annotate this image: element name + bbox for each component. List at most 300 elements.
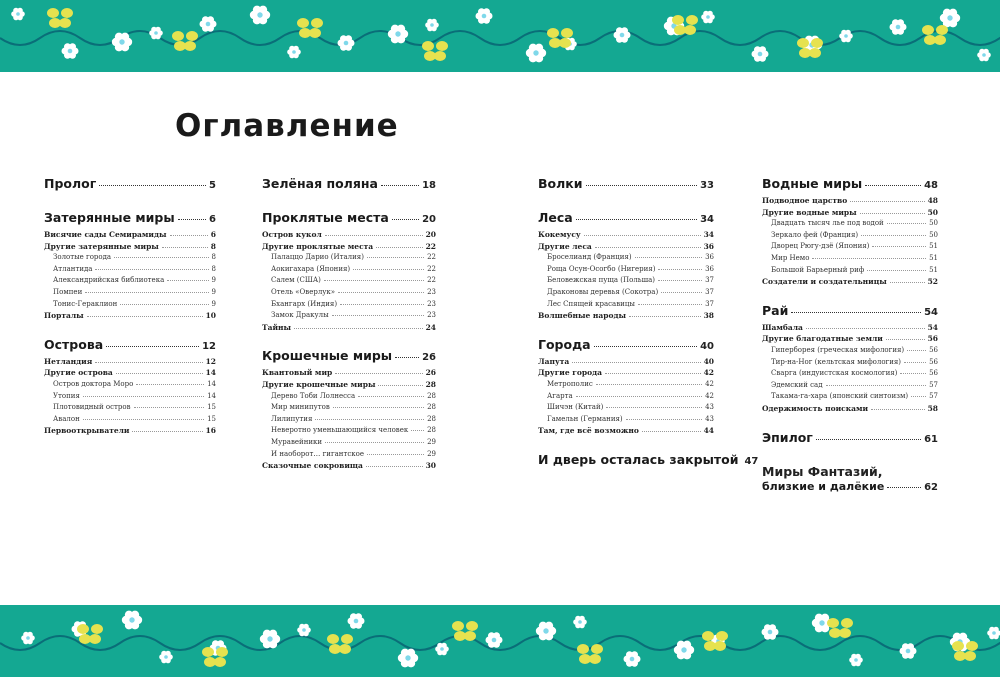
entry-page-number: 37	[705, 299, 714, 308]
entry-page-number: 23	[427, 311, 436, 320]
toc-entry	[762, 231, 938, 243]
section-page-number: 6	[209, 214, 216, 225]
toc-entry	[762, 369, 938, 381]
toc-entry	[44, 300, 216, 312]
section-page-number: 20	[422, 214, 436, 225]
toc-entry	[44, 265, 216, 277]
entry-title: Сварга (индуистская космология)	[771, 369, 898, 378]
dot-leader	[132, 431, 202, 432]
entry-page-number: 50	[929, 219, 938, 228]
toc-entry	[762, 404, 938, 416]
bottom-decorative-band	[0, 605, 1000, 677]
dot-leader	[586, 185, 698, 186]
dot-leader	[576, 219, 697, 220]
flower-icon	[526, 44, 546, 63]
entry-title: Эдемский сад	[771, 380, 823, 389]
dot-leader	[890, 282, 925, 283]
entry-page-number: 52	[927, 277, 938, 287]
entry-title: Большой Барьерный риф	[771, 265, 865, 274]
entry-title: Утопия	[53, 391, 80, 400]
toc-section	[262, 176, 436, 196]
dot-leader	[178, 219, 206, 220]
entry-title: Беловежская пуща (Польша)	[547, 276, 655, 285]
entry-page-number: 15	[207, 414, 216, 423]
dot-leader	[338, 292, 424, 293]
toc-entry	[262, 438, 436, 450]
dot-leader	[572, 362, 700, 363]
toc-entry	[262, 450, 436, 462]
entry-page-number: 56	[929, 345, 938, 354]
dot-leader	[911, 396, 926, 397]
toc-section	[262, 210, 436, 334]
dot-leader	[638, 304, 702, 305]
entry-page-number: 43	[705, 403, 714, 412]
toc-entry	[762, 334, 938, 346]
section-heading	[762, 303, 938, 323]
dot-leader	[596, 384, 702, 385]
entry-title: Висячие сады Семирамиды	[44, 230, 167, 239]
entry-title: Зеркало фей (Франция)	[771, 230, 859, 239]
toc-entry	[762, 219, 938, 231]
toc-section	[262, 348, 436, 472]
toc-entry	[262, 323, 436, 335]
entry-page-number: 9	[211, 299, 216, 308]
dot-leader	[134, 407, 205, 408]
toc-entry	[262, 265, 436, 277]
section-heading	[44, 210, 216, 230]
toc-entry	[262, 415, 436, 427]
entry-page-number: 58	[927, 403, 938, 413]
entry-page-number: 22	[425, 241, 436, 251]
section-page-number: 33	[700, 180, 714, 191]
section-page-number: 34	[700, 214, 714, 225]
dot-leader	[635, 257, 703, 258]
toc-entry	[538, 403, 714, 415]
toc-entry	[762, 208, 938, 220]
section-page-number: 5	[209, 180, 216, 191]
dot-leader	[826, 385, 927, 386]
page-title: Оглавление	[175, 108, 399, 144]
dot-leader	[907, 350, 926, 351]
entry-page-number: 51	[929, 242, 938, 251]
entry-title: Волшебные народы	[538, 311, 626, 321]
dot-leader	[904, 362, 926, 363]
toc-entry	[762, 392, 938, 404]
dot-leader	[642, 431, 701, 432]
section-heading	[538, 210, 714, 230]
dot-leader	[887, 223, 926, 224]
toc-entry	[44, 415, 216, 427]
dot-leader	[626, 419, 702, 420]
entry-title: Остров доктора Моро	[53, 379, 134, 388]
dot-leader	[87, 316, 203, 317]
entry-title: Квантовый мир	[262, 368, 333, 378]
dot-leader	[584, 235, 701, 236]
toc-section	[762, 176, 938, 289]
flower-icon	[21, 632, 35, 645]
entry-title: Другие острова	[44, 368, 113, 378]
entry-page-number: 42	[705, 379, 714, 388]
toc-entry	[262, 461, 436, 473]
toc-entry	[44, 230, 216, 242]
section-heading-row	[762, 480, 938, 493]
toc-entry	[262, 380, 436, 392]
flower-icon	[112, 33, 132, 52]
dot-leader	[99, 185, 206, 186]
entry-page-number: 29	[427, 449, 436, 458]
entry-title: Остров кукол	[262, 230, 322, 239]
butterfly-icon	[452, 621, 478, 641]
entry-title: Броселианд (Франция)	[547, 253, 632, 262]
toc-entry	[538, 380, 714, 392]
section-heading	[762, 464, 938, 493]
toc-column-2	[262, 176, 436, 487]
entry-page-number: 15	[207, 403, 216, 412]
dot-leader	[332, 315, 424, 316]
flower-icon	[977, 49, 991, 62]
entry-page-number: 51	[929, 265, 938, 274]
toc-entry	[44, 426, 216, 438]
flower-icon	[624, 651, 641, 667]
flower-icon	[890, 19, 907, 35]
entry-title: Агарта	[547, 391, 573, 400]
toc-entry	[762, 254, 938, 266]
section-heading	[538, 451, 759, 472]
flower-icon	[486, 632, 503, 648]
entry-title: Гиперборея (греческая мифология)	[771, 345, 905, 354]
toc-entry	[262, 230, 436, 242]
section-page-number: 62	[924, 481, 938, 493]
section-page-number: 26	[422, 352, 436, 364]
entry-title: Золотые города	[53, 253, 112, 262]
butterfly-icon	[47, 8, 73, 28]
dot-leader	[85, 292, 208, 293]
dot-leader	[333, 407, 424, 408]
flower-icon	[614, 27, 631, 43]
toc-entry	[538, 357, 714, 369]
entry-title: Муравейники	[271, 437, 323, 446]
flower-icon	[159, 651, 173, 664]
dot-leader	[900, 373, 926, 374]
entry-title: Такама-га-хара (японский синтоизм)	[771, 392, 909, 401]
entry-page-number: 28	[425, 379, 436, 389]
dot-leader	[167, 280, 208, 281]
section-page-number: 48	[924, 180, 938, 191]
entry-title: Драконовы деревья (Сокотра)	[547, 287, 659, 296]
entry-page-number: 22	[427, 253, 436, 262]
entry-title: Мир Немо	[771, 253, 810, 262]
toc-entry	[762, 323, 938, 335]
entry-page-number: 12	[205, 356, 216, 366]
flower-icon	[762, 624, 779, 640]
dot-leader	[162, 247, 208, 248]
toc-column-4	[762, 176, 938, 507]
entry-title: Другие проклятые места	[262, 241, 374, 251]
entry-title: И наоборот… гигантское	[271, 449, 364, 458]
toc-entry	[762, 381, 938, 393]
flower-icon	[849, 654, 863, 667]
flower-icon	[338, 35, 355, 51]
toc-entry	[44, 392, 216, 404]
section-title: Острова	[44, 336, 104, 352]
dot-leader	[595, 247, 701, 248]
dot-leader	[806, 328, 925, 329]
toc-section	[762, 430, 938, 450]
entry-title: Порталы	[44, 311, 84, 321]
toc-entry	[538, 368, 714, 380]
toc-entry	[262, 242, 436, 254]
entry-page-number: 50	[929, 230, 938, 239]
flower-icon	[674, 641, 694, 660]
dot-leader	[594, 346, 697, 347]
entry-title: Другие города	[538, 368, 602, 378]
entry-title: Шичэн (Китай)	[547, 403, 604, 412]
entry-title: Двадцать тысяч лье под водой	[771, 219, 884, 228]
entry-title: Другие крошечные миры	[262, 379, 376, 389]
toc-section	[44, 337, 216, 438]
dot-leader	[381, 185, 419, 186]
section-title: Затерянные миры	[44, 210, 175, 225]
dot-leader	[887, 487, 921, 488]
section-title: Пролог	[44, 176, 97, 191]
dot-leader	[605, 373, 701, 374]
entry-page-number: 28	[427, 426, 436, 435]
toc-entry	[262, 300, 436, 312]
toc-section	[538, 451, 759, 472]
entry-page-number: 14	[205, 368, 216, 378]
dot-leader	[353, 269, 424, 270]
toc-entry	[262, 392, 436, 404]
dot-leader	[116, 373, 203, 374]
entry-page-number: 23	[427, 287, 436, 296]
toc-entry	[44, 311, 216, 323]
toc-entry	[538, 392, 714, 404]
dot-leader	[867, 270, 926, 271]
toc-entry	[538, 276, 714, 288]
entry-page-number: 29	[427, 437, 436, 446]
flower-icon	[536, 622, 556, 641]
section-title: Крошечные миры	[262, 348, 393, 364]
entry-page-number: 44	[703, 426, 714, 436]
toc-entry	[262, 288, 436, 300]
section-title: Зелёная поляна	[262, 176, 378, 191]
toc-entry	[44, 276, 216, 288]
dot-leader	[661, 292, 702, 293]
dot-leader	[325, 442, 424, 443]
section-title: Проклятые места	[262, 210, 389, 225]
entry-page-number: 37	[705, 276, 714, 285]
dot-leader	[871, 409, 924, 410]
toc-entry	[762, 277, 938, 289]
dot-leader	[886, 339, 925, 340]
dot-leader	[294, 328, 423, 329]
dot-leader	[95, 362, 202, 363]
dot-leader	[392, 219, 419, 220]
toc-section	[44, 210, 216, 323]
entry-title: Отель «Оверлук»	[271, 287, 336, 296]
entry-title: Роща Осун-Осогбо (Нигерия)	[547, 264, 656, 273]
section-heading	[44, 337, 216, 357]
flower-icon	[398, 649, 418, 668]
entry-page-number: 56	[927, 334, 938, 344]
entry-page-number: 56	[929, 369, 938, 378]
section-title: Водные миры	[762, 176, 863, 191]
toc-entry	[44, 380, 216, 392]
toc-entry	[538, 426, 714, 438]
section-heading	[262, 210, 436, 230]
toc-section	[44, 176, 216, 196]
entry-page-number: 8	[211, 264, 216, 273]
toc-entry	[44, 242, 216, 254]
dot-leader	[850, 201, 924, 202]
dot-leader	[335, 373, 422, 374]
entry-page-number: 51	[929, 253, 938, 262]
section-heading	[538, 337, 714, 357]
entry-title: Атлантида	[53, 264, 93, 273]
dot-leader	[658, 280, 702, 281]
entry-page-number: 43	[705, 414, 714, 423]
toc-entry	[44, 403, 216, 415]
entry-page-number: 56	[929, 357, 938, 366]
dot-leader	[411, 430, 424, 431]
toc-column-3	[538, 176, 759, 486]
entry-title: Помпеи	[53, 287, 83, 296]
dot-leader	[872, 246, 926, 247]
butterfly-icon	[297, 18, 323, 38]
toc-entry	[762, 358, 938, 370]
flower-icon	[425, 19, 439, 32]
toc-section	[762, 303, 938, 416]
entry-title: Дворец Рюгу-дзё (Япония)	[771, 242, 870, 251]
flower-icon	[62, 43, 79, 59]
section-title: Эпилог	[762, 429, 813, 445]
entry-title: Другие водные миры	[762, 207, 857, 217]
entry-page-number: 57	[929, 392, 938, 401]
dot-leader	[860, 213, 925, 214]
toc-entry	[538, 242, 714, 254]
toc-entry	[762, 196, 938, 208]
entry-page-number: 54	[927, 322, 938, 332]
toc-entry	[538, 311, 714, 323]
entry-page-number: 22	[427, 264, 436, 273]
section-heading	[44, 176, 216, 196]
toc-entry	[538, 288, 714, 300]
floral-ornament	[0, 0, 1000, 72]
flower-icon	[287, 46, 301, 59]
toc-entry	[44, 288, 216, 300]
toc-entry	[762, 242, 938, 254]
section-heading	[262, 348, 436, 368]
entry-page-number: 9	[211, 276, 216, 285]
butterfly-icon	[827, 618, 853, 638]
entry-title: Метрополис	[547, 379, 593, 388]
entry-title: Шамбала	[762, 322, 803, 332]
dot-leader	[658, 269, 702, 270]
section-page-number: 40	[700, 340, 714, 352]
entry-page-number: 16	[205, 426, 216, 436]
section-title: Миры Фантазий,	[762, 463, 883, 479]
entry-page-number: 36	[705, 253, 714, 262]
flower-icon	[987, 627, 1000, 640]
entry-page-number: 23	[427, 299, 436, 308]
toc-entry	[262, 426, 436, 438]
flower-icon	[940, 9, 960, 28]
flower-icon	[573, 616, 587, 629]
entry-page-number: 20	[425, 230, 436, 239]
section-heading	[262, 176, 436, 196]
toc-section	[538, 176, 714, 196]
dot-leader	[136, 384, 204, 385]
section-heading	[762, 430, 938, 450]
entry-title: Аокигахара (Япония)	[271, 264, 351, 273]
dot-leader	[395, 357, 419, 358]
entry-page-number: 34	[703, 230, 714, 239]
dot-leader	[376, 247, 422, 248]
section-heading	[762, 176, 938, 196]
flower-icon	[701, 11, 715, 24]
section-page-number: 12	[202, 340, 216, 352]
entry-title: Первооткрыватели	[44, 426, 130, 436]
toc-section	[762, 464, 938, 493]
entry-title: Замок Дракулы	[271, 311, 329, 320]
entry-title: Подводное царство	[762, 196, 848, 205]
entry-title: Нетландия	[44, 356, 93, 366]
flower-icon	[11, 8, 25, 21]
section-title: Рай	[762, 302, 789, 318]
butterfly-icon	[327, 634, 353, 654]
entry-title: Неверотно уменьшающийся человек	[271, 426, 409, 435]
dot-leader	[366, 466, 423, 467]
dot-leader	[378, 385, 422, 386]
entry-title: Мир минипутов	[271, 403, 330, 412]
section-title: И дверь осталась закрытой	[538, 451, 739, 467]
toc-section	[538, 210, 714, 323]
dot-leader	[629, 316, 701, 317]
floral-ornament	[0, 605, 1000, 677]
toc-entry	[538, 300, 714, 312]
dot-leader	[83, 396, 204, 397]
entry-page-number: 48	[927, 196, 938, 205]
entry-title: Другие затерянные миры	[44, 241, 159, 251]
dot-leader	[367, 454, 424, 455]
entry-title: Лес Спящей красавицы	[547, 299, 635, 308]
dot-leader	[120, 304, 208, 305]
entry-title: Одержимость поисками	[762, 403, 869, 413]
flower-icon	[476, 8, 493, 24]
flower-icon	[122, 611, 142, 630]
dot-leader	[114, 257, 208, 258]
toc-entry	[538, 253, 714, 265]
dot-leader	[340, 304, 424, 305]
entry-title: Салем (США)	[271, 276, 321, 285]
entry-title: Другие леса	[538, 241, 592, 251]
section-page-number: 54	[924, 306, 938, 318]
dot-leader	[95, 269, 208, 270]
entry-page-number: 42	[705, 391, 714, 400]
entry-title: Другие благодатные земли	[762, 334, 883, 344]
section-title: Города	[538, 336, 591, 352]
entry-title: Лапута	[538, 356, 570, 366]
entry-page-number: 22	[427, 276, 436, 285]
entry-page-number: 14	[207, 379, 216, 388]
butterfly-icon	[422, 41, 448, 61]
entry-title: Авалон	[53, 414, 80, 423]
entry-title: Там, где всё возможно	[538, 426, 639, 436]
entry-page-number: 28	[427, 391, 436, 400]
entry-page-number: 26	[425, 368, 436, 378]
toc-entry	[262, 276, 436, 288]
entry-page-number: 50	[927, 207, 938, 217]
